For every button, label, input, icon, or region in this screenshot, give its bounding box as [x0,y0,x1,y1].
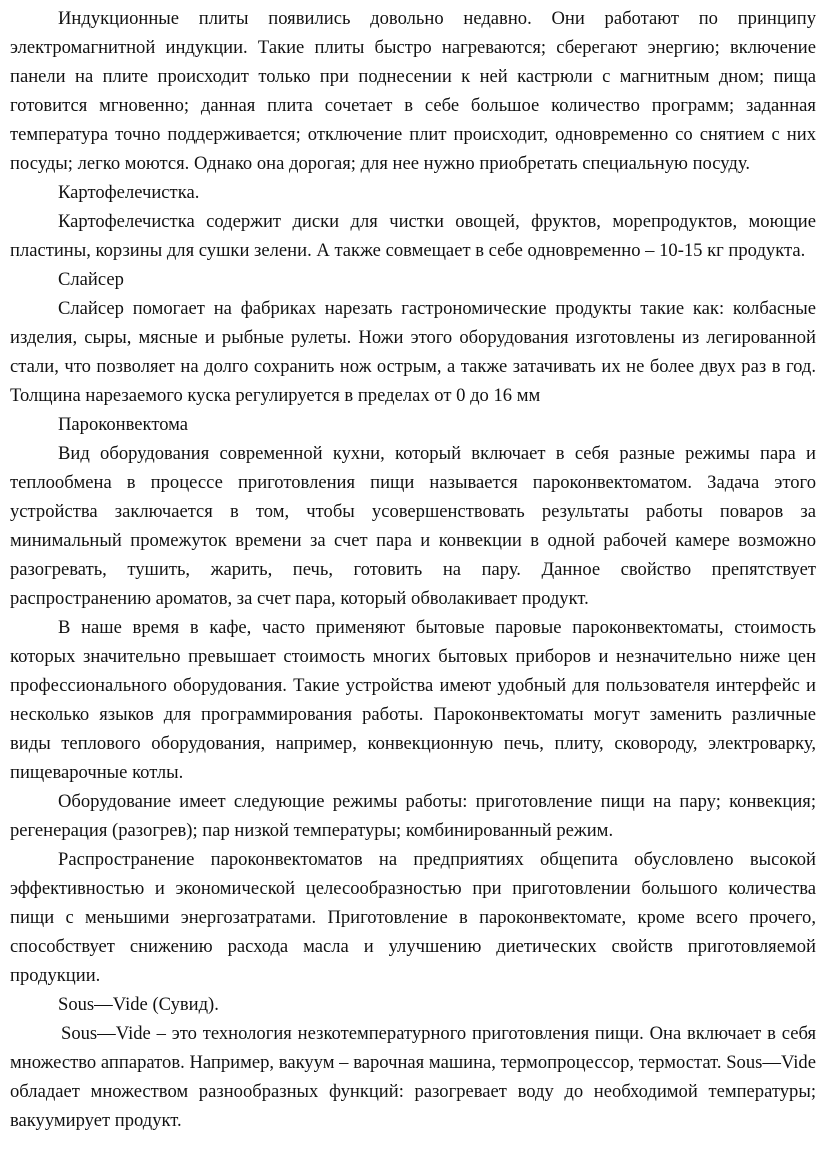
paragraph-combi-steamer-modes: Оборудование имеет следующие режимы работы: приготовление пищи на пару; конвекция; регенерация (разогрев); пар низкой температуры; комбинированный режим. [10,791,816,841]
paragraph-induction-plates: Индукционные плиты появились довольно недавно. Они работают по принципу электромагнитной индукции. Такие плиты быстро нагреваются; сберегают энергию; включение панели на плите происходит только при поднесении к ней кастрюли с магнитным дном; пища готовится мгновенно; данная плита сочетает в себе большое количество программ; заданная температура точно поддерживается; отключение плит происходит, одновременно со снятием с них посуды; легко моются. Однако она дорогая; для нее нужно приобретать специальную посуду. [10,8,816,174]
paragraph-potato-peeler: Картофелечистка содержит диски для чистки овощей, фруктов, морепродуктов, моющие пластины, корзины для сушки зелени. А также совмещает в себе одновременно – 10-15 кг продукта. [10,211,816,261]
heading-potato-peeler: Картофелечистка. [58,182,200,203]
paragraph-combi-steamer-definition: Вид оборудования современной кухни, который включает в себя разные режимы пара и теплообмена в процессе приготовления пищи называется пароконвектоматом. Задача этого устройства заключается в том, чтобы усовершенствовать результаты работы поваров за минимальный промежуток времени за счет пара и конвекции в одной рабочей камере возможно разогревать, тушить, жарить, печь, готовить на пару. Данное свойство препятствует распространению ароматов, за счет пара, который обволакивает продукт. [10,443,816,609]
heading-combi-steamer: Пароконвектома [58,414,189,435]
paragraph-combi-steamer-cafe: В наше время в кафе, часто применяют бытовые паровые пароконвектоматы, стоимость которых значительно превышает стоимость многих бытовых приборов и незначительно ниже цен профессионального оборудования. Такие устройства имеют удобный для пользователя интерфейс и несколько языков для программирования работы. Пароконвектоматы могут заменить различные виды теплового оборудования, например, конвекционную печь, плиту, сковороду, электроварку, пищеварочные котлы. [10,617,816,783]
paragraph-combi-steamer-spread: Распространение пароконвектоматов на предприятиях общепита обусловлено высокой эффективностью и экономической целесообразностью при приготовлении большого количества пищи с меньшими энергозатратами. Приготовление в пароконвектомате, кроме всего прочего, способствует снижению расхода масла и улучшению диетических свойств приготовляемой продукции. [10,849,816,986]
heading-slicer: Слайсер [58,269,124,290]
document-body [10,4,816,1135]
heading-sous-vide: Sous—Vide (Сувид). [58,994,219,1015]
paragraph-slicer: Слайсер помогает на фабриках нарезать гастрономические продукты такие как: колбасные изделия, сыры, мясные и рыбные рулеты. Ножи этого оборудования изготовлены из легированной стали, что позволяет на долго сохранить нож острым, а также затачивать их не более двух раз в год. Толщина нарезаемого куска регулируется в пределах от 0 до 16 мм [10,298,816,406]
paragraph-sous-vide: Sous—Vide – это технология незкотемпературного приготовления пищи. Она включает в себя множество аппаратов. Например, вакуум – варочная машина, термопроцессор, термостат. Sous—Vide обладает множеством разнообразных функций: разогревает воду до необходимой температуры; вакуумирует продукт. [10,1023,816,1131]
